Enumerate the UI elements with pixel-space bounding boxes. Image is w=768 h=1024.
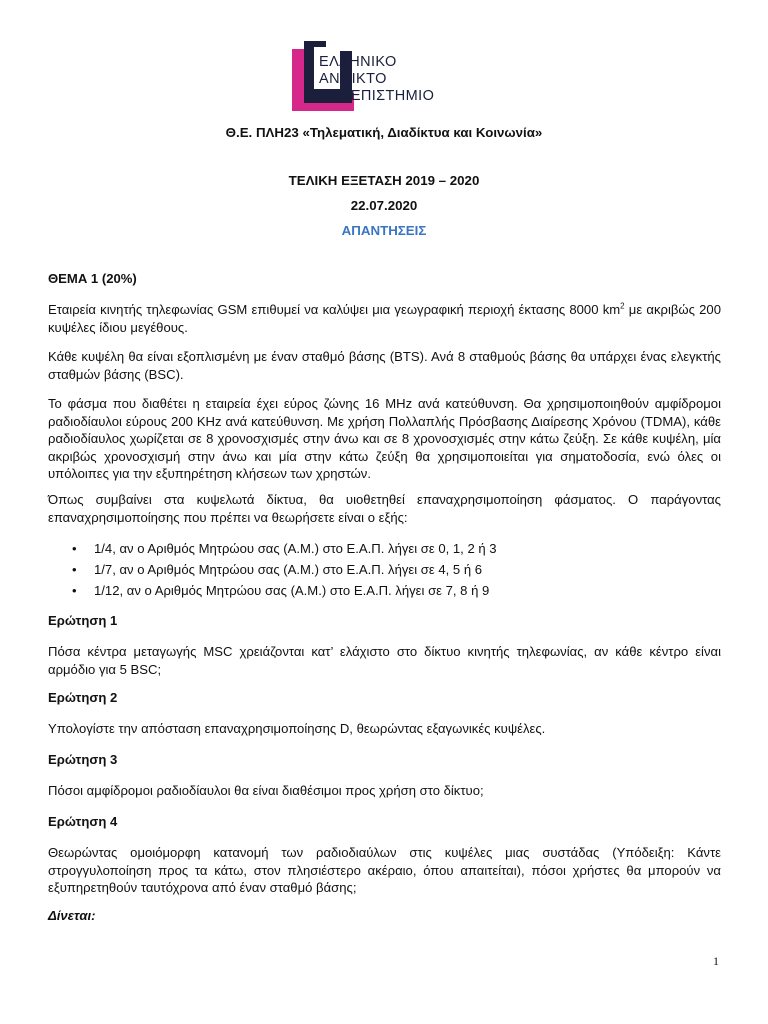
question-3-text: Πόσοι αμφίδρομοι ραδιοδίαυλοι θα είναι διαθέσιμοι προς χρήση στο δίκτυο;: [48, 783, 484, 798]
reuse-factor-list: [72, 538, 712, 601]
bullet-icon: •: [72, 583, 77, 598]
given-label: Δίνεται:: [48, 908, 96, 923]
paragraph-4: Όπως συμβαίνει στα κυψελωτά δίκτυα, θα υιοθετηθεί επαναχρησιμοποίηση φάσματος. Ο παράγοντας επαναχρησιμοποίησης που πρέπει να θεωρήσετε είναι ο εξής:: [48, 492, 721, 525]
bullet-icon: •: [72, 562, 77, 577]
list-item-text: 1/12, αν ο Αριθμός Μητρώου σας (Α.Μ.) στο Ε.Α.Π. λήγει σε 7, 8 ή 9: [94, 583, 490, 598]
paragraph-1-text: Εταιρεία κινητής τηλεφωνίας GSM επιθυμεί να καλύψει μια γεωγραφική περιοχή έκτασης 8000 km: [48, 302, 621, 317]
list-item-text: 1/4, αν ο Αριθμός Μητρώου σας (Α.Μ.) στο Ε.Α.Π. λήγει σε 0, 1, 2 ή 3: [94, 541, 497, 556]
paragraph-1-sup: 2: [620, 301, 625, 311]
exam-title: ΤΕΛΙΚΗ ΕΞΕΤΑΣΗ 2019 – 2020: [288, 173, 480, 188]
course-title: Θ.Ε. ΠΛΗ23 «Τηλεματική, Διαδίκτυα και Κοινωνία»: [225, 125, 543, 140]
page-number: 1: [713, 954, 719, 968]
question-4-text: Θεωρώντας ομοιόμορφη κατανομή των ραδιοδιαύλων στις κυψέλες μιας συστάδας (Υπόδειξη: Κάντε στρογγυλοποίηση προς τα κάτω, στον πλησιέστερο ακέραιο, όπου απαιτείται), πόσοι χρήστες θα μπορούν να εξυπηρετηθούν ταυτόχρονα από έναν σταθμό βάσης;: [48, 845, 721, 895]
exam-date: 22.07.2020: [350, 198, 418, 213]
university-name: [319, 54, 434, 105]
logo-line-3: ΠΑΝΕΠΙΣΤΗΜΙΟ: [319, 88, 435, 104]
question-1-title: Ερώτηση 1: [48, 613, 118, 628]
paragraph-2: Κάθε κυψέλη θα είναι εξοπλισμένη με έναν σταθμό βάσης (BTS). Ανά 8 σταθμούς βάσης θα υπάρχει ένας ελεγκτής σταθμών βάσης (BSC).: [48, 349, 721, 382]
list-item-text: 1/7, αν ο Αριθμός Μητρώου σας (Α.Μ.) στο Ε.Α.Π. λήγει σε 4, 5 ή 6: [94, 562, 483, 577]
bullet-icon: •: [72, 541, 77, 556]
logo-line-2: ΑΝΟΙΚΤΟ: [319, 71, 387, 87]
paragraph-1-text-end: με ακριβώς 200 κυψέλες ίδιου μεγέθους.: [48, 302, 721, 335]
question-4-title: Ερώτηση 4: [48, 814, 118, 829]
question-1-text: Πόσα κέντρα μεταγωγής MSC χρειάζονται κατ’ ελάχιστο στο δίκτυο κινητής τηλεφωνίας, αν κάθε κέντρο είναι αρμόδιο για 5 BSC;: [48, 644, 721, 677]
question-2-text: Υπολογίστε την απόσταση επαναχρησιμοποίησης D, θεωρώντας εξαγωνικές κυψέλες.: [48, 721, 546, 736]
answers-label: ΑΠΑΝΤΗΣΕΙΣ: [341, 223, 427, 238]
paragraph-1: [48, 301, 721, 336]
question-2-title: Ερώτηση 2: [48, 690, 118, 705]
list-item: [72, 580, 712, 601]
theme-title: ΘΕΜΑ 1 (20%): [48, 271, 137, 286]
list-item: [72, 538, 712, 559]
list-item: [72, 559, 712, 580]
logo-line-1: ΕΛΛΗΝΙΚΟ: [319, 54, 397, 70]
paragraph-3: Το φάσμα που διαθέτει η εταιρεία έχει εύρος ζώνης 16 MHz ανά κατεύθυνση. Θα χρησιμοποιηθούν αμφίδρομοι ραδιοδίαυλοι εύρους 200 KHz ανά κατεύθυνση. Με χρήση Πολλαπλής Πρόσβασης Διαίρεσης Χρόνου (TDMA), κάθε ραδιοδίαυλος χωρίζεται σε 8 χρονοσχισμές στην άνω και σε 8 χρονοσχισμές στην κάτω ζεύξη. Σε κάθε κυψέλη, μία ακριβώς χρονοσχισμή στην άνω και μία στην κάτω ζεύξη θα χρησιμοποιείται για σηματοδοσία, ενώ όλες οι υπόλοιπες για την εξυπηρέτηση κλήσεων των χρηστών.: [48, 396, 721, 481]
question-3-title: Ερώτηση 3: [48, 752, 118, 767]
